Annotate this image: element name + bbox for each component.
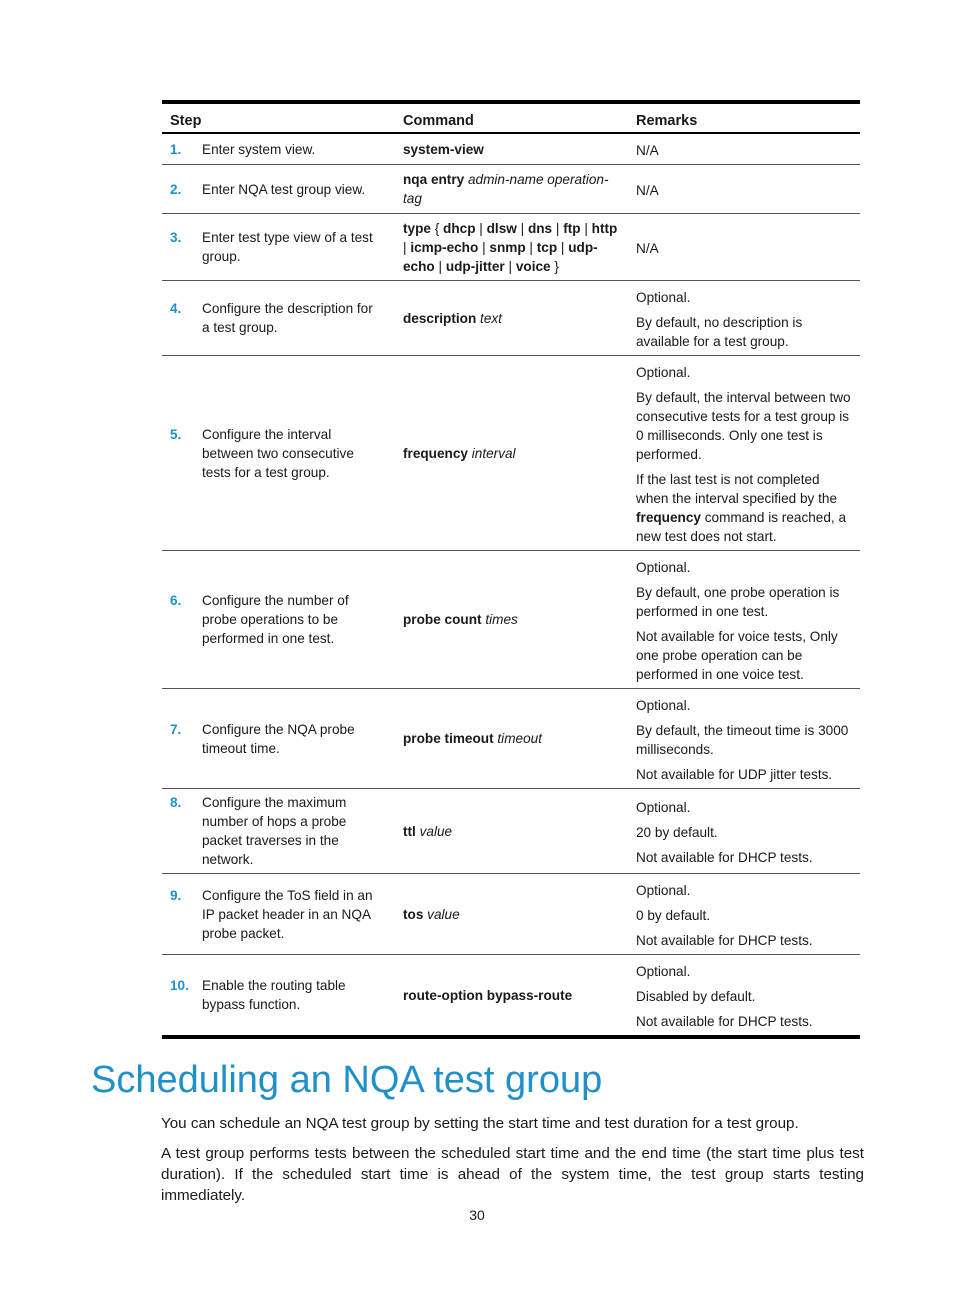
command-argument: interval bbox=[471, 445, 516, 461]
command-syntax: | bbox=[478, 239, 490, 255]
remark-line bbox=[636, 470, 852, 546]
command-cell bbox=[395, 356, 628, 551]
step-cell bbox=[162, 356, 395, 551]
command-keyword: description bbox=[403, 310, 481, 326]
command-cell bbox=[395, 133, 628, 165]
remark-line: Not available for voice tests, Only one probe operation can be performed in one voice test. bbox=[636, 629, 838, 682]
command-argument: value bbox=[419, 823, 453, 839]
remarks-cell bbox=[628, 551, 860, 689]
command-keyword: frequency bbox=[636, 510, 701, 525]
table-row bbox=[162, 281, 860, 356]
command-keyword: dns bbox=[527, 220, 553, 236]
step-description: Configure the NQA probe timeout time. bbox=[202, 721, 355, 756]
table-row bbox=[162, 955, 860, 1038]
command-cell bbox=[395, 874, 628, 955]
command-syntax: | bbox=[434, 258, 446, 274]
step-number: 3. bbox=[170, 230, 182, 245]
command-argument: value bbox=[427, 906, 460, 922]
step-description: Configure the ToS field in an IP packet header in an NQA probe packet. bbox=[202, 887, 373, 941]
command-syntax: } bbox=[550, 258, 559, 274]
step-description: Enable the routing table bypass function. bbox=[202, 978, 346, 1012]
command-table bbox=[162, 100, 860, 1039]
command-syntax: | bbox=[525, 239, 537, 255]
command-keyword: type bbox=[403, 220, 431, 236]
command-keyword: system-view bbox=[403, 141, 484, 157]
remarks-cell bbox=[628, 874, 860, 955]
command-syntax: { bbox=[430, 220, 444, 236]
command-syntax: | bbox=[552, 220, 564, 236]
command-keyword: probe count bbox=[403, 612, 486, 627]
table-body bbox=[162, 133, 860, 1037]
step-cell bbox=[162, 955, 395, 1038]
command-cell bbox=[395, 551, 628, 689]
remarks-cell bbox=[628, 133, 860, 165]
table-row bbox=[162, 551, 860, 689]
step-description: Enter NQA test group view. bbox=[202, 181, 366, 197]
command-syntax: command is reached, a new test does not start. bbox=[636, 510, 847, 544]
command-syntax: If the last test is not completed when the interval specified by the bbox=[636, 472, 838, 506]
table-row bbox=[162, 165, 860, 214]
step-cell bbox=[162, 874, 395, 955]
command-cell bbox=[395, 214, 628, 281]
remark-line: By default, the interval between two consecutive tests for a test group is 0 milliseconds. Only one test is performed. bbox=[636, 390, 851, 462]
step-number: 9. bbox=[170, 887, 182, 903]
command-keyword: http bbox=[591, 220, 618, 236]
command-keyword: voice bbox=[515, 258, 551, 274]
command-cell bbox=[395, 281, 628, 356]
table-row bbox=[162, 689, 860, 789]
body-paragraph: A test group performs tests between the scheduled start time and the end time (the start time plus test duration). If the scheduled start time is ahead of the system time, the test group starts testing immediately. bbox=[161, 1145, 864, 1204]
step-description: Configure the number of probe operations to be performed in one test. bbox=[202, 593, 349, 646]
step-cell bbox=[162, 165, 395, 214]
command-syntax: | bbox=[475, 220, 487, 236]
command-keyword: udp-jitter bbox=[445, 258, 505, 274]
command-keyword: tos bbox=[403, 906, 428, 922]
command-argument: text bbox=[480, 310, 502, 326]
remark-line: By default, the timeout time is 3000 milliseconds. bbox=[636, 723, 849, 757]
step-number: 10. bbox=[170, 978, 189, 993]
page-number: 30 bbox=[469, 1207, 485, 1223]
remark-line: Optional. bbox=[636, 365, 691, 380]
step-number: 4. bbox=[170, 301, 182, 316]
command-cell bbox=[395, 955, 628, 1038]
remark-line: 20 by default. bbox=[636, 825, 718, 840]
step-cell bbox=[162, 789, 395, 874]
table-row bbox=[162, 214, 860, 281]
command-syntax: | bbox=[504, 258, 516, 274]
step-cell bbox=[162, 133, 395, 165]
header-remarks: Remarks bbox=[628, 102, 860, 133]
remark-line: Optional. bbox=[636, 883, 691, 898]
step-cell bbox=[162, 281, 395, 356]
remarks-cell bbox=[628, 689, 860, 789]
remarks-cell bbox=[628, 214, 860, 281]
command-keyword: frequency bbox=[403, 445, 472, 461]
step-cell bbox=[162, 214, 395, 281]
remarks-cell bbox=[628, 356, 860, 551]
intro-paragraph: You can schedule an NQA test group by setting the start time and test duration for a test group. bbox=[161, 1115, 799, 1132]
command-keyword: route-option bypass-route bbox=[403, 987, 573, 1003]
step-number: 1. bbox=[170, 141, 182, 157]
command-keyword: tcp bbox=[536, 239, 558, 255]
command-syntax: | bbox=[516, 220, 528, 236]
step-number: 7. bbox=[170, 721, 182, 737]
remark-line: Not available for DHCP tests. bbox=[636, 850, 813, 865]
remark-line: Optional. bbox=[636, 290, 691, 305]
command-argument: timeout bbox=[497, 731, 542, 746]
step-description: Configure the interval between two consecutive tests for a test group. bbox=[202, 426, 354, 480]
remark-line: Optional. bbox=[636, 964, 691, 979]
header-command: Command bbox=[395, 102, 628, 133]
section-title: Scheduling an NQA test group bbox=[91, 1059, 603, 1101]
command-keyword: snmp bbox=[489, 239, 526, 255]
command-keyword: dlsw bbox=[486, 220, 517, 236]
command-keyword: ftp bbox=[563, 220, 581, 236]
command-keyword: probe timeout bbox=[403, 731, 498, 746]
remark-line: Optional. bbox=[636, 698, 691, 713]
command-cell bbox=[395, 789, 628, 874]
table-row bbox=[162, 356, 860, 551]
command-syntax: | bbox=[557, 239, 569, 255]
remark-line: N/A bbox=[636, 183, 659, 198]
remarks-cell bbox=[628, 955, 860, 1038]
step-description: Configure the maximum number of hops a probe packet traverses in the network. bbox=[202, 795, 347, 867]
step-number: 5. bbox=[170, 426, 182, 442]
remark-line: Not available for DHCP tests. bbox=[636, 1014, 813, 1029]
step-number: 8. bbox=[170, 795, 182, 810]
command-keyword: ttl bbox=[403, 823, 420, 839]
remark-line: By default, no description is available for a test group. bbox=[636, 315, 803, 349]
command-argument: admin-name operation-tag bbox=[403, 172, 609, 206]
command-syntax: | bbox=[580, 220, 592, 236]
remarks-cell bbox=[628, 281, 860, 356]
command-keyword: icmp-echo bbox=[410, 239, 479, 255]
command-keyword: nqa entry bbox=[403, 172, 468, 187]
step-cell bbox=[162, 689, 395, 789]
remark-line: Disabled by default. bbox=[636, 989, 756, 1004]
step-cell bbox=[162, 551, 395, 689]
step-number: 6. bbox=[170, 593, 182, 608]
remark-line: Not available for DHCP tests. bbox=[636, 933, 813, 948]
command-keyword: dhcp bbox=[443, 220, 476, 236]
table-row bbox=[162, 874, 860, 955]
remarks-cell bbox=[628, 789, 860, 874]
step-description: Enter test type view of a test group. bbox=[202, 230, 373, 264]
header-step: Step bbox=[162, 102, 395, 133]
remark-line: Optional. bbox=[636, 560, 691, 575]
remark-line: 0 by default. bbox=[636, 908, 711, 923]
table-header-row bbox=[162, 102, 860, 133]
remark-line: Not available for UDP jitter tests. bbox=[636, 767, 833, 782]
table-row bbox=[162, 133, 860, 165]
remark-line: Optional. bbox=[636, 800, 691, 815]
command-syntax: | bbox=[403, 239, 411, 255]
command-argument: times bbox=[485, 612, 518, 627]
remark-line: By default, one probe operation is performed in one test. bbox=[636, 585, 840, 619]
command-keyword: udp-echo bbox=[403, 239, 598, 274]
command-cell bbox=[395, 689, 628, 789]
table-row bbox=[162, 789, 860, 874]
step-number: 2. bbox=[170, 181, 182, 197]
step-description: Enter system view. bbox=[202, 141, 316, 157]
remark-line: N/A bbox=[636, 241, 659, 256]
command-cell bbox=[395, 165, 628, 214]
remarks-cell bbox=[628, 165, 860, 214]
remark-line: N/A bbox=[636, 143, 659, 158]
step-description: Configure the description for a test group. bbox=[202, 301, 373, 335]
